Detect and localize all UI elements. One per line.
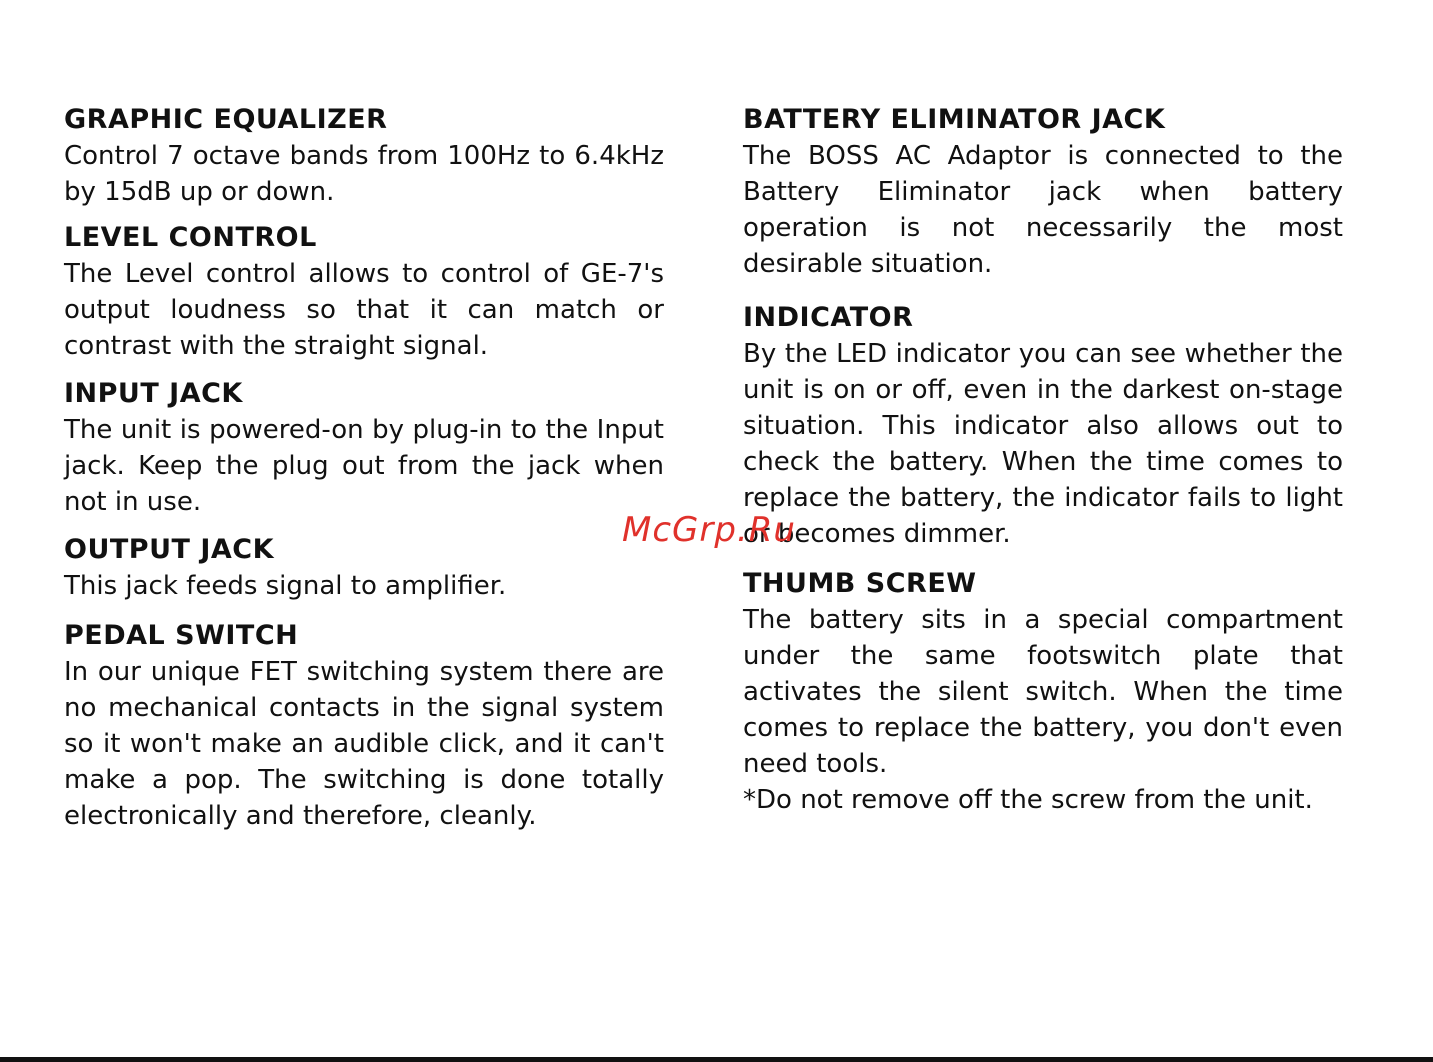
section-heading: OUTPUT JACK	[64, 534, 275, 565]
section-text: By the LED indicator you can see whether the unit is on or off, even in the darkest on-stage situation. This indicator also allows out to check the battery. When the time comes to replace the battery, the indicator fails to light or becomes dimmer.	[743, 339, 1343, 549]
section-heading: BATTERY ELIMINATOR JACK	[743, 104, 1166, 135]
section-text: Control 7 octave bands from 100Hz to 6.4kHz by 15dB up or down.	[64, 141, 664, 207]
section-pedal-switch	[64, 618, 664, 834]
section-indicator	[743, 300, 1343, 552]
section-battery-eliminator-jack	[743, 102, 1343, 282]
section-heading: INDICATOR	[743, 302, 914, 333]
section-thumb-screw	[743, 566, 1343, 818]
watermark-text: McGrp.Ru	[622, 510, 796, 550]
section-note: *Do not remove off the screw from the unit.	[743, 785, 1313, 815]
section-text: In our unique FET switching system there are no mechanical contacts in the signal system so it won't make an audible click, and it can't make a pop. The switching is done totally electronically and therefore, cleanly.	[64, 657, 664, 831]
section-text: The Level control allows to control of GE-7's output loudness so that it can match or contrast with the straight signal.	[64, 259, 664, 361]
section-heading: PEDAL SWITCH	[64, 620, 299, 651]
section-heading: THUMB SCREW	[743, 568, 977, 599]
section-text: The battery sits in a special compartment under the same footswitch plate that activates the silent switch. When the time comes to replace the battery, you don't even need tools.	[743, 605, 1343, 779]
section-level-control	[64, 220, 664, 364]
section-heading: LEVEL CONTROL	[64, 222, 317, 253]
section-graphic-equalizer	[64, 102, 664, 210]
section-heading: GRAPHIC EQUALIZER	[64, 104, 388, 135]
right-column	[743, 100, 1343, 818]
section-text: The unit is powered-on by plug-in to the Input jack. Keep the plug out from the jack when not in use.	[64, 415, 664, 517]
section-input-jack	[64, 376, 664, 520]
section-text: This jack feeds signal to amplifier.	[64, 571, 507, 601]
section-text: The BOSS AC Adaptor is connected to the Battery Eliminator jack when battery operation is not necessarily the most desirable situation.	[743, 141, 1343, 279]
section-heading: INPUT JACK	[64, 378, 243, 409]
section-output-jack	[64, 532, 664, 604]
bottom-rule	[0, 1057, 1433, 1062]
left-column	[64, 100, 664, 834]
